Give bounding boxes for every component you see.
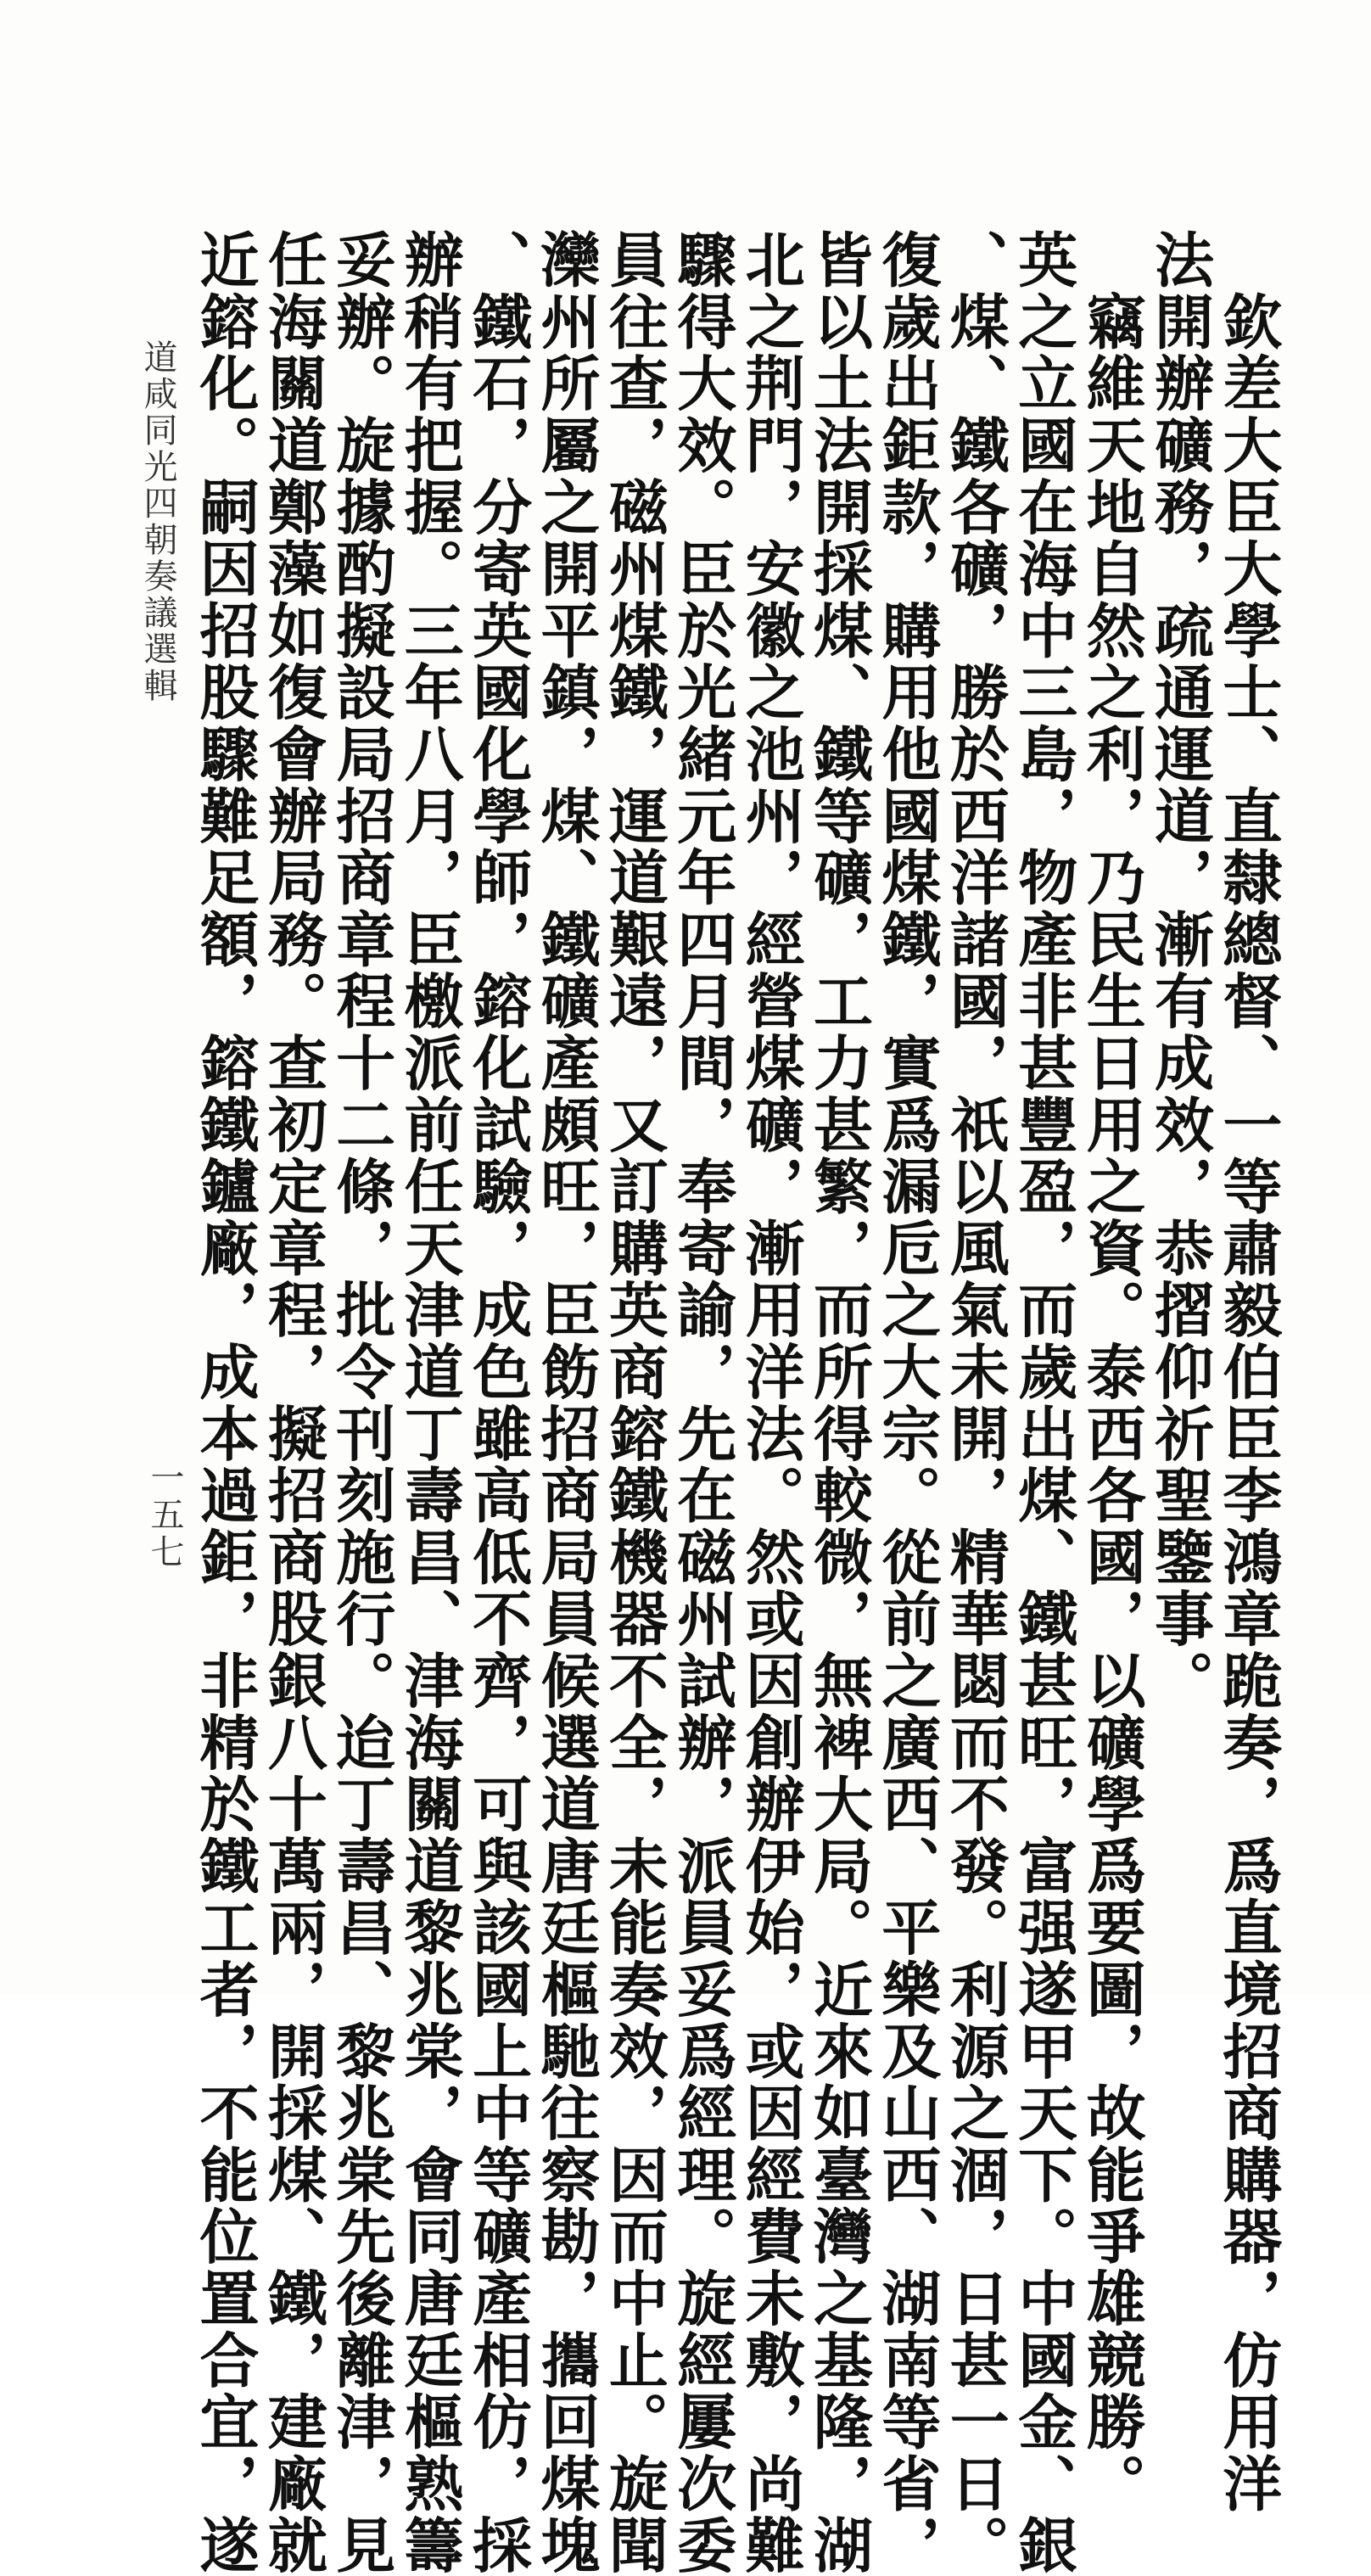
- page-number: 一五七: [145, 1459, 184, 1571]
- running-header: 道咸同光四朝奏議選輯: [138, 339, 177, 704]
- text-column-7: 皆以土法開採煤、鐵等礦，工力甚繁，而所得較微，無裨大局。近來如臺灣之基隆，湖: [803, 229, 875, 2576]
- text-column-16: 近鎔化。嗣因招股驟難足額，鎔鐵鑪廠，成本過鉅，非精於鐵工者，不能位置合宜，遂: [190, 229, 260, 2576]
- text-column-1: 欽差大臣大學士、直隸總督、一等肅毅伯臣李鴻章跪奏，爲直境招商購器，仿用洋: [1212, 229, 1284, 2515]
- text-column-4: 英之立國在海中三島，物產非甚豐盈，而歲出煤、鐵甚旺，富强遂甲天下。中國金、銀: [1008, 229, 1079, 2576]
- text-column-12: 、鐵石，分寄英國化學師，鎔化試驗，成色雖高低不齊，可與該國上中等礦產相仿，採: [462, 229, 534, 2576]
- text-column-5: 、煤、鐵各礦，勝於西洋諸國，祇以風氣未開，精華閟而不發。利源之涸，日甚一日。: [940, 229, 1011, 2576]
- memorial-text-body: [190, 229, 1284, 2576]
- text-column-15: 任海關道鄭藻如復會辦局務。查初定章程，擬招商股銀八十萬兩，開採煤、鐵，建廠就: [258, 229, 329, 2576]
- text-column-10: 員往查，磁州煤鐵，運道艱遠，又訂購英商鎔鐵機器不全，未能奏效，因而中止。旋聞: [599, 229, 670, 2576]
- text-column-8: 北之荆門，安徽之池州，經營煤礦，漸用洋法。然或因創辦伊始，或因經費未敷，尚難: [736, 229, 807, 2576]
- text-column-6: 復歲出鉅款，購用他國煤鐵，實爲漏卮之大宗。從前之廣西、平樂及山西、湖南等省，: [871, 229, 943, 2576]
- text-column-13: 辦稍有把握。三年八月，臣檄派前任天津道丁壽昌、津海關道黎兆棠，會同唐廷樞熟籌: [395, 229, 466, 2576]
- text-column-11: 灤州所屬之開平鎮，煤、鐵礦產頗旺，臣飭招商局員候選道唐廷樞馳往察勘，攜回煤塊: [530, 229, 602, 2576]
- text-column-3: 竊維天地自然之利，乃民生日用之資。泰西各國，以礦學爲要圖，故能爭雄競勝。: [1077, 229, 1148, 2515]
- text-column-2: 法開辦礦務，疏通運道，漸有成效，恭摺仰祈聖鑒事。: [1144, 229, 1216, 1712]
- text-column-14: 妥辦。旋據酌擬設局招商章程十二條，批令刊刻施行。迨丁壽昌、黎兆棠先後離津，見: [326, 229, 397, 2576]
- text-column-9: 驟得大效。臣於光緒元年四月間，奉寄諭，先在磁州試辦，派員妥爲經理。旋經屢次委: [667, 229, 738, 2576]
